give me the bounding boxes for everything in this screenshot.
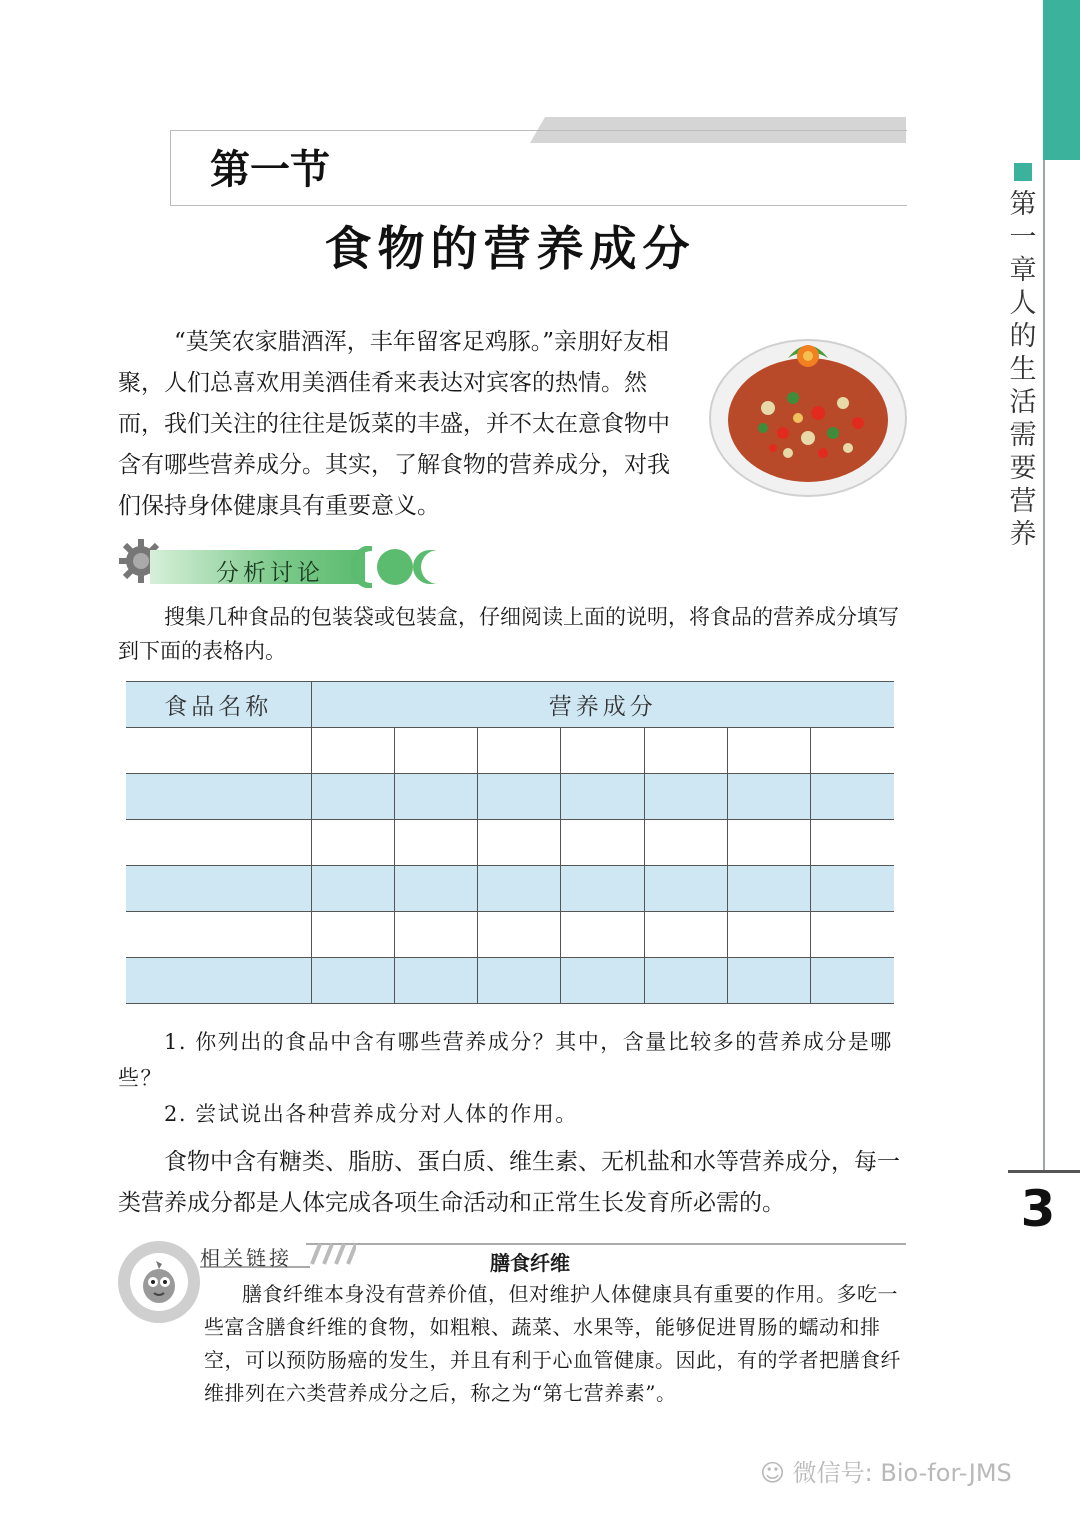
table-row (126, 820, 894, 866)
chapter-color-strip (1043, 0, 1080, 160)
nutrient-cell[interactable] (394, 728, 477, 774)
nutrient-cell[interactable] (311, 728, 394, 774)
nutrient-cell[interactable] (311, 866, 394, 912)
wechat-icon: ☺ (760, 1459, 786, 1487)
activity-instruction: 搜集几种食品的包装袋或包装盒，仔细阅读上面的说明，将食品的营养成分填写到下面的表格内。 (118, 605, 899, 663)
nutrient-cell[interactable] (727, 728, 810, 774)
related-link-title: 膳食纤维 (490, 1251, 570, 1275)
mascot-icon (136, 1258, 182, 1306)
table-row (126, 866, 894, 912)
section-label: 第一节 (210, 147, 330, 193)
nutrient-cell[interactable] (561, 866, 644, 912)
table-row (126, 912, 894, 958)
nutrient-cell[interactable] (478, 728, 561, 774)
nutrient-cell[interactable] (644, 866, 727, 912)
nutrient-cell[interactable] (644, 728, 727, 774)
table-row (126, 728, 894, 774)
page-number: 3 (1020, 1180, 1056, 1238)
nutrient-cell[interactable] (478, 958, 561, 1004)
nutrient-cell[interactable] (561, 912, 644, 958)
nutrition-table (126, 681, 894, 1004)
summary-paragraph: 食物中含有糖类、脂肪、蛋白质、维生素、无机盐和水等营养成分，每一类营养成分都是人体完成各项生命活动和正常生长发育所必需的。 (118, 1149, 900, 1216)
table-header-food: 食品名称 (126, 682, 311, 728)
page-number-rule (1008, 1170, 1080, 1173)
nutrient-cell[interactable] (644, 820, 727, 866)
banner-decoration-icon (350, 546, 440, 588)
nutrient-cell[interactable] (561, 820, 644, 866)
table-header-row (126, 682, 894, 728)
nutrient-cell[interactable] (727, 912, 810, 958)
nutrient-cell[interactable] (311, 958, 394, 1004)
nutrient-cell[interactable] (811, 820, 894, 866)
nutrient-cell[interactable] (561, 958, 644, 1004)
intro-paragraph: “莫笑农家腊酒浑，丰年留客足鸡豚。”亲朋好友相聚，人们总喜欢用美酒佳肴来表达对宾客的热情。然而，我们关注的往往是饭菜的丰盛，并不太在意食物中含有哪些营养成分。其实，了解食物的营养成分，对我们保持身体健康具有重要意义。 (118, 329, 670, 519)
nutrient-cell[interactable] (727, 958, 810, 1004)
nutrient-cell[interactable] (727, 774, 810, 820)
table-row (126, 958, 894, 1004)
slash-decoration-icon (306, 1242, 356, 1266)
nutrient-cell[interactable] (727, 820, 810, 866)
nutrient-cell[interactable] (311, 774, 394, 820)
page-title: 食物的营养成分 (324, 222, 696, 277)
nutrient-cell[interactable] (811, 774, 894, 820)
nutrient-cell[interactable] (478, 774, 561, 820)
nutrient-cell[interactable] (311, 820, 394, 866)
nutrient-cell[interactable] (394, 774, 477, 820)
discussion-questions (118, 1024, 908, 1132)
chapter-vertical-title: 第一章 人的生活需要营养 (1009, 189, 1037, 550)
nutrient-cell[interactable] (561, 728, 644, 774)
nutrient-cell[interactable] (394, 866, 477, 912)
nutrient-cell[interactable] (644, 774, 727, 820)
question-item: 2. 尝试说出各种营养成分对人体的作用。 (164, 1102, 578, 1126)
nutrient-cell[interactable] (478, 820, 561, 866)
nutrient-cell[interactable] (644, 912, 727, 958)
nutrient-cell[interactable] (394, 912, 477, 958)
related-link-rule (306, 1243, 906, 1245)
nutrient-cell[interactable] (727, 866, 810, 912)
food-name-cell[interactable] (126, 820, 311, 866)
nutrient-cell[interactable] (478, 866, 561, 912)
chapter-marker-square (1014, 163, 1032, 181)
food-name-cell[interactable] (126, 958, 311, 1004)
nutrient-cell[interactable] (394, 820, 477, 866)
nutrient-cell[interactable] (811, 958, 894, 1004)
wechat-watermark (760, 1453, 1060, 1488)
nutrient-cell[interactable] (311, 912, 394, 958)
question-item: 1. 你列出的食品中含有哪些营养成分？其中，含量比较多的营养成分是哪些？ (118, 1030, 893, 1090)
nutrient-cell[interactable] (478, 912, 561, 958)
food-name-cell[interactable] (126, 774, 311, 820)
food-name-cell[interactable] (126, 728, 311, 774)
discussion-label: 分析讨论 (216, 560, 324, 586)
nutrient-cell[interactable] (644, 958, 727, 1004)
nutrient-cell[interactable] (811, 728, 894, 774)
table-header-nutrients: 营养成分 (311, 682, 894, 728)
nutrient-cell[interactable] (811, 912, 894, 958)
nutrient-cell[interactable] (394, 958, 477, 1004)
nutrient-cell[interactable] (811, 866, 894, 912)
food-plate-image (708, 328, 908, 498)
food-name-cell[interactable] (126, 866, 311, 912)
nutrient-cell[interactable] (561, 774, 644, 820)
watermark-text: 微信号: Bio-for-JMS (792, 1459, 1012, 1487)
table-row (126, 774, 894, 820)
related-link-body: 膳食纤维本身没有营养价值，但对维护人体健康具有重要的作用。多吃一些富含膳食纤维的食物，如粗粮、蔬菜、水果等，能够促进胃肠的蠕动和排空，可以预防肠癌的发生，并且有利于心血管健康。因此，有的学者把膳食纤维排列在六类营养成分之后，称之为“第七营养素”。 (204, 1282, 901, 1405)
related-link-label: 相关链接 (200, 1246, 292, 1270)
food-name-cell[interactable] (126, 912, 311, 958)
chapter-divider-line (1043, 160, 1045, 1170)
